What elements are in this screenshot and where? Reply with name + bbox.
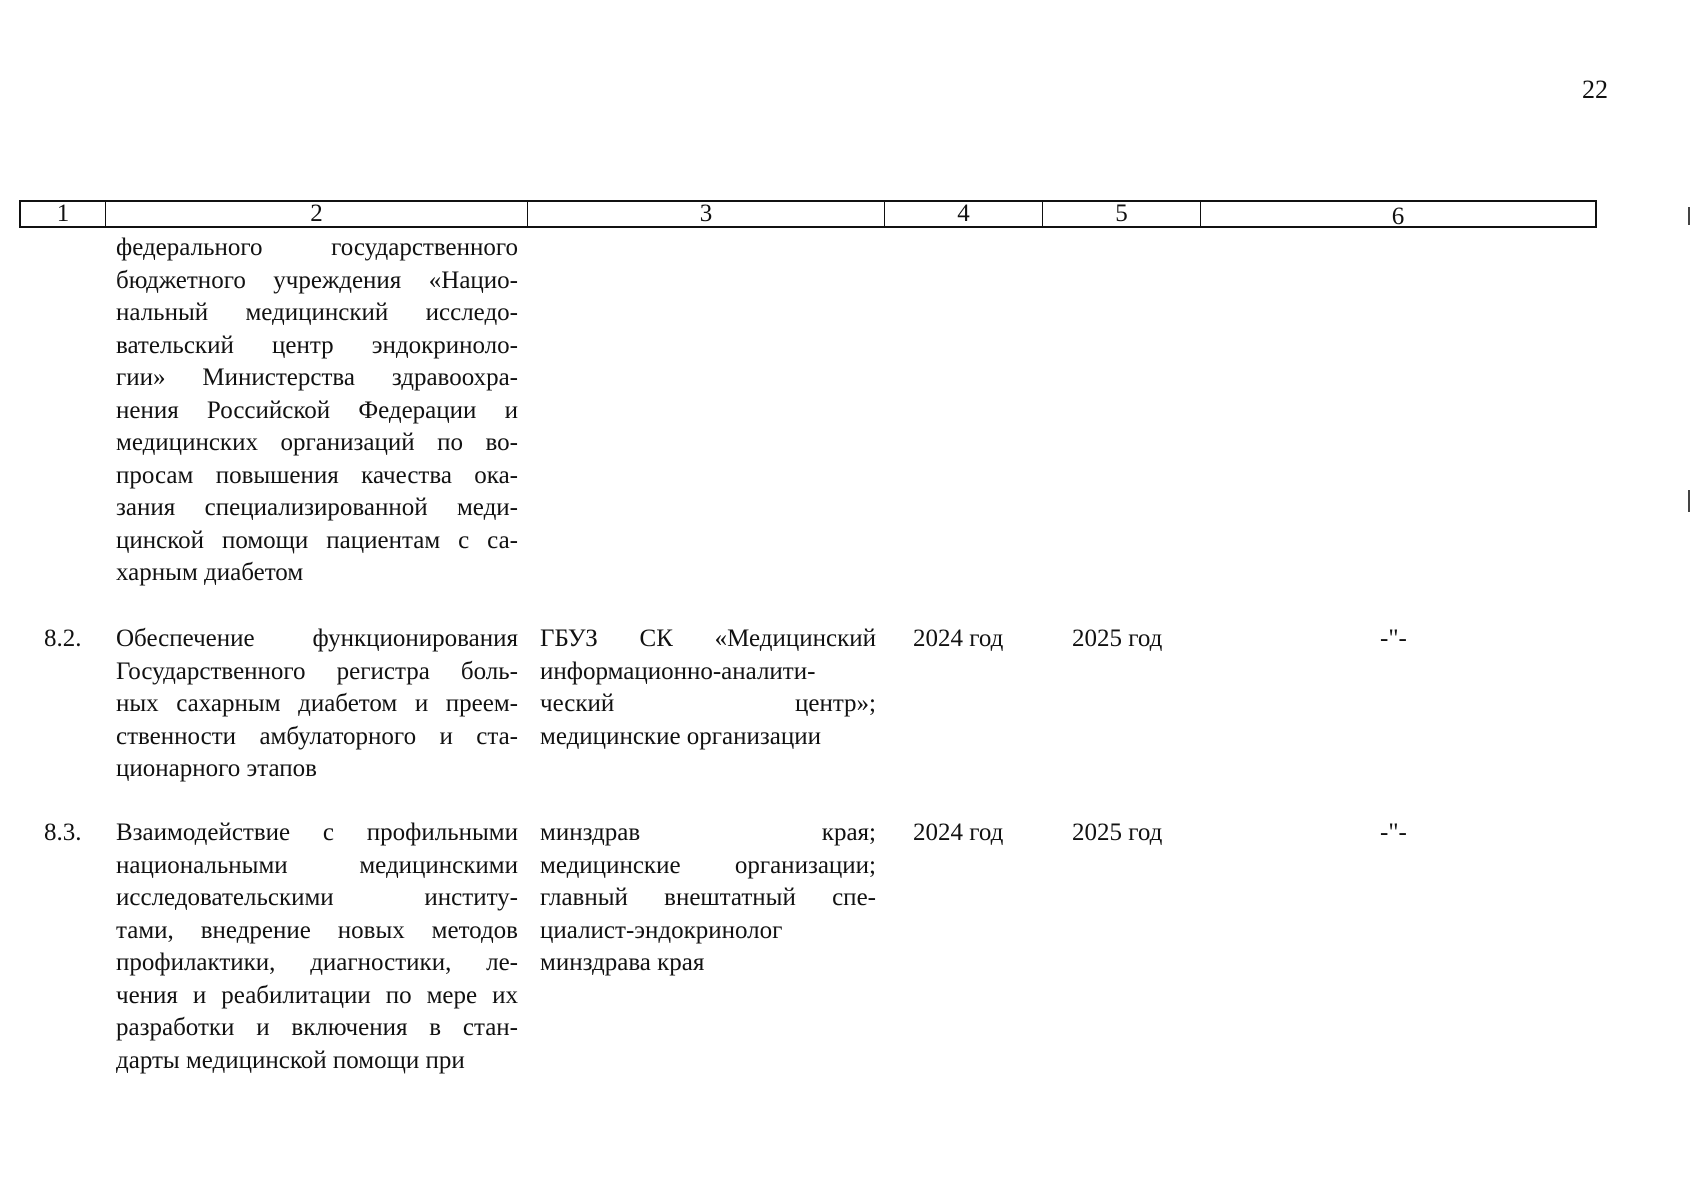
text-line: медицинские организации; bbox=[540, 851, 876, 879]
row-8-3-number: 8.3. bbox=[44, 819, 82, 846]
text-line: медицинских организаций по во- bbox=[116, 429, 518, 456]
text-line: тами, внедрение новых методов bbox=[116, 916, 518, 944]
row-8-2-start-year: 2024 год bbox=[913, 625, 1004, 652]
text-line: дарты медицинской помощи при bbox=[116, 1046, 465, 1074]
text-line: главный внештатный спе- bbox=[540, 884, 876, 911]
text-line: циалист-эндокринолог bbox=[540, 916, 783, 944]
text-line: нения Российской Федерации и bbox=[116, 396, 518, 424]
text-line: Обеспечение функционирования bbox=[116, 625, 518, 652]
scan-edge-mark bbox=[1688, 207, 1690, 225]
text-line: ственности амбулаторного и ста- bbox=[116, 722, 518, 750]
row-8-3-end-year: 2025 год bbox=[1072, 819, 1163, 846]
text-line: ционарного этапов bbox=[116, 755, 317, 782]
page-number: 22 bbox=[1582, 75, 1608, 104]
text-line: ческий центр»; bbox=[540, 690, 876, 717]
text-line: Государственного регистра боль- bbox=[116, 657, 518, 685]
row-8-2-result-ditto: -"- bbox=[1380, 625, 1407, 652]
text-line: минздрав края; bbox=[540, 819, 876, 846]
text-line: профилактики, диагностики, ле- bbox=[116, 949, 518, 976]
text-line: гии» Министерства здравоохра- bbox=[116, 364, 518, 391]
text-line: бюджетного учреждения «Нацио- bbox=[116, 266, 518, 294]
scan-edge-mark bbox=[1688, 490, 1690, 512]
row-8-3-executors bbox=[540, 817, 876, 980]
row-8-2-description bbox=[116, 623, 518, 786]
text-line: просам повышения качества ока- bbox=[116, 461, 518, 489]
row-8-2-number: 8.2. bbox=[44, 625, 82, 652]
row-8-2-end-year: 2025 год bbox=[1072, 625, 1163, 652]
text-line: медицинские организации bbox=[540, 722, 822, 750]
row-8-3-result-ditto: -"- bbox=[1380, 819, 1407, 846]
text-line: Взаимодействие с профильными bbox=[116, 819, 518, 846]
text-line: информационно-аналити- bbox=[540, 657, 816, 685]
text-line: харным диабетом bbox=[116, 559, 304, 586]
text-line: федерального государственного bbox=[116, 234, 518, 261]
text-line: ных сахарным диабетом и преем- bbox=[116, 690, 518, 717]
column-number-4: 4 bbox=[885, 202, 1043, 226]
text-line: разработки и включения в стан- bbox=[116, 1014, 518, 1041]
column-number-5: 5 bbox=[1043, 202, 1201, 226]
text-line: зания специализированной меди- bbox=[116, 494, 518, 521]
text-line: национальными медицинскими bbox=[116, 851, 518, 879]
column-number-2: 2 bbox=[106, 202, 528, 226]
text-line: исследовательскими институ- bbox=[116, 884, 518, 911]
row-1-description bbox=[116, 232, 518, 590]
text-line: вательский центр эндокриноло- bbox=[116, 331, 518, 359]
text-line: минздрава края bbox=[540, 949, 705, 976]
row-8-3-description bbox=[116, 817, 518, 1077]
table-header-row bbox=[19, 200, 1597, 228]
text-line: нальный медицинский исследо- bbox=[116, 299, 518, 326]
text-line: ГБУЗ СК «Медицинский bbox=[540, 625, 876, 652]
column-number-3: 3 bbox=[528, 202, 885, 226]
row-8-3-start-year: 2024 год bbox=[913, 819, 1004, 846]
column-number-6: 6 bbox=[1391, 203, 1405, 230]
row-8-2-executors bbox=[540, 623, 876, 753]
text-line: чения и реабилитации по мере их bbox=[116, 981, 518, 1009]
column-number-1: 1 bbox=[21, 202, 106, 226]
text-line: цинской помощи пациентам с са- bbox=[116, 526, 518, 554]
